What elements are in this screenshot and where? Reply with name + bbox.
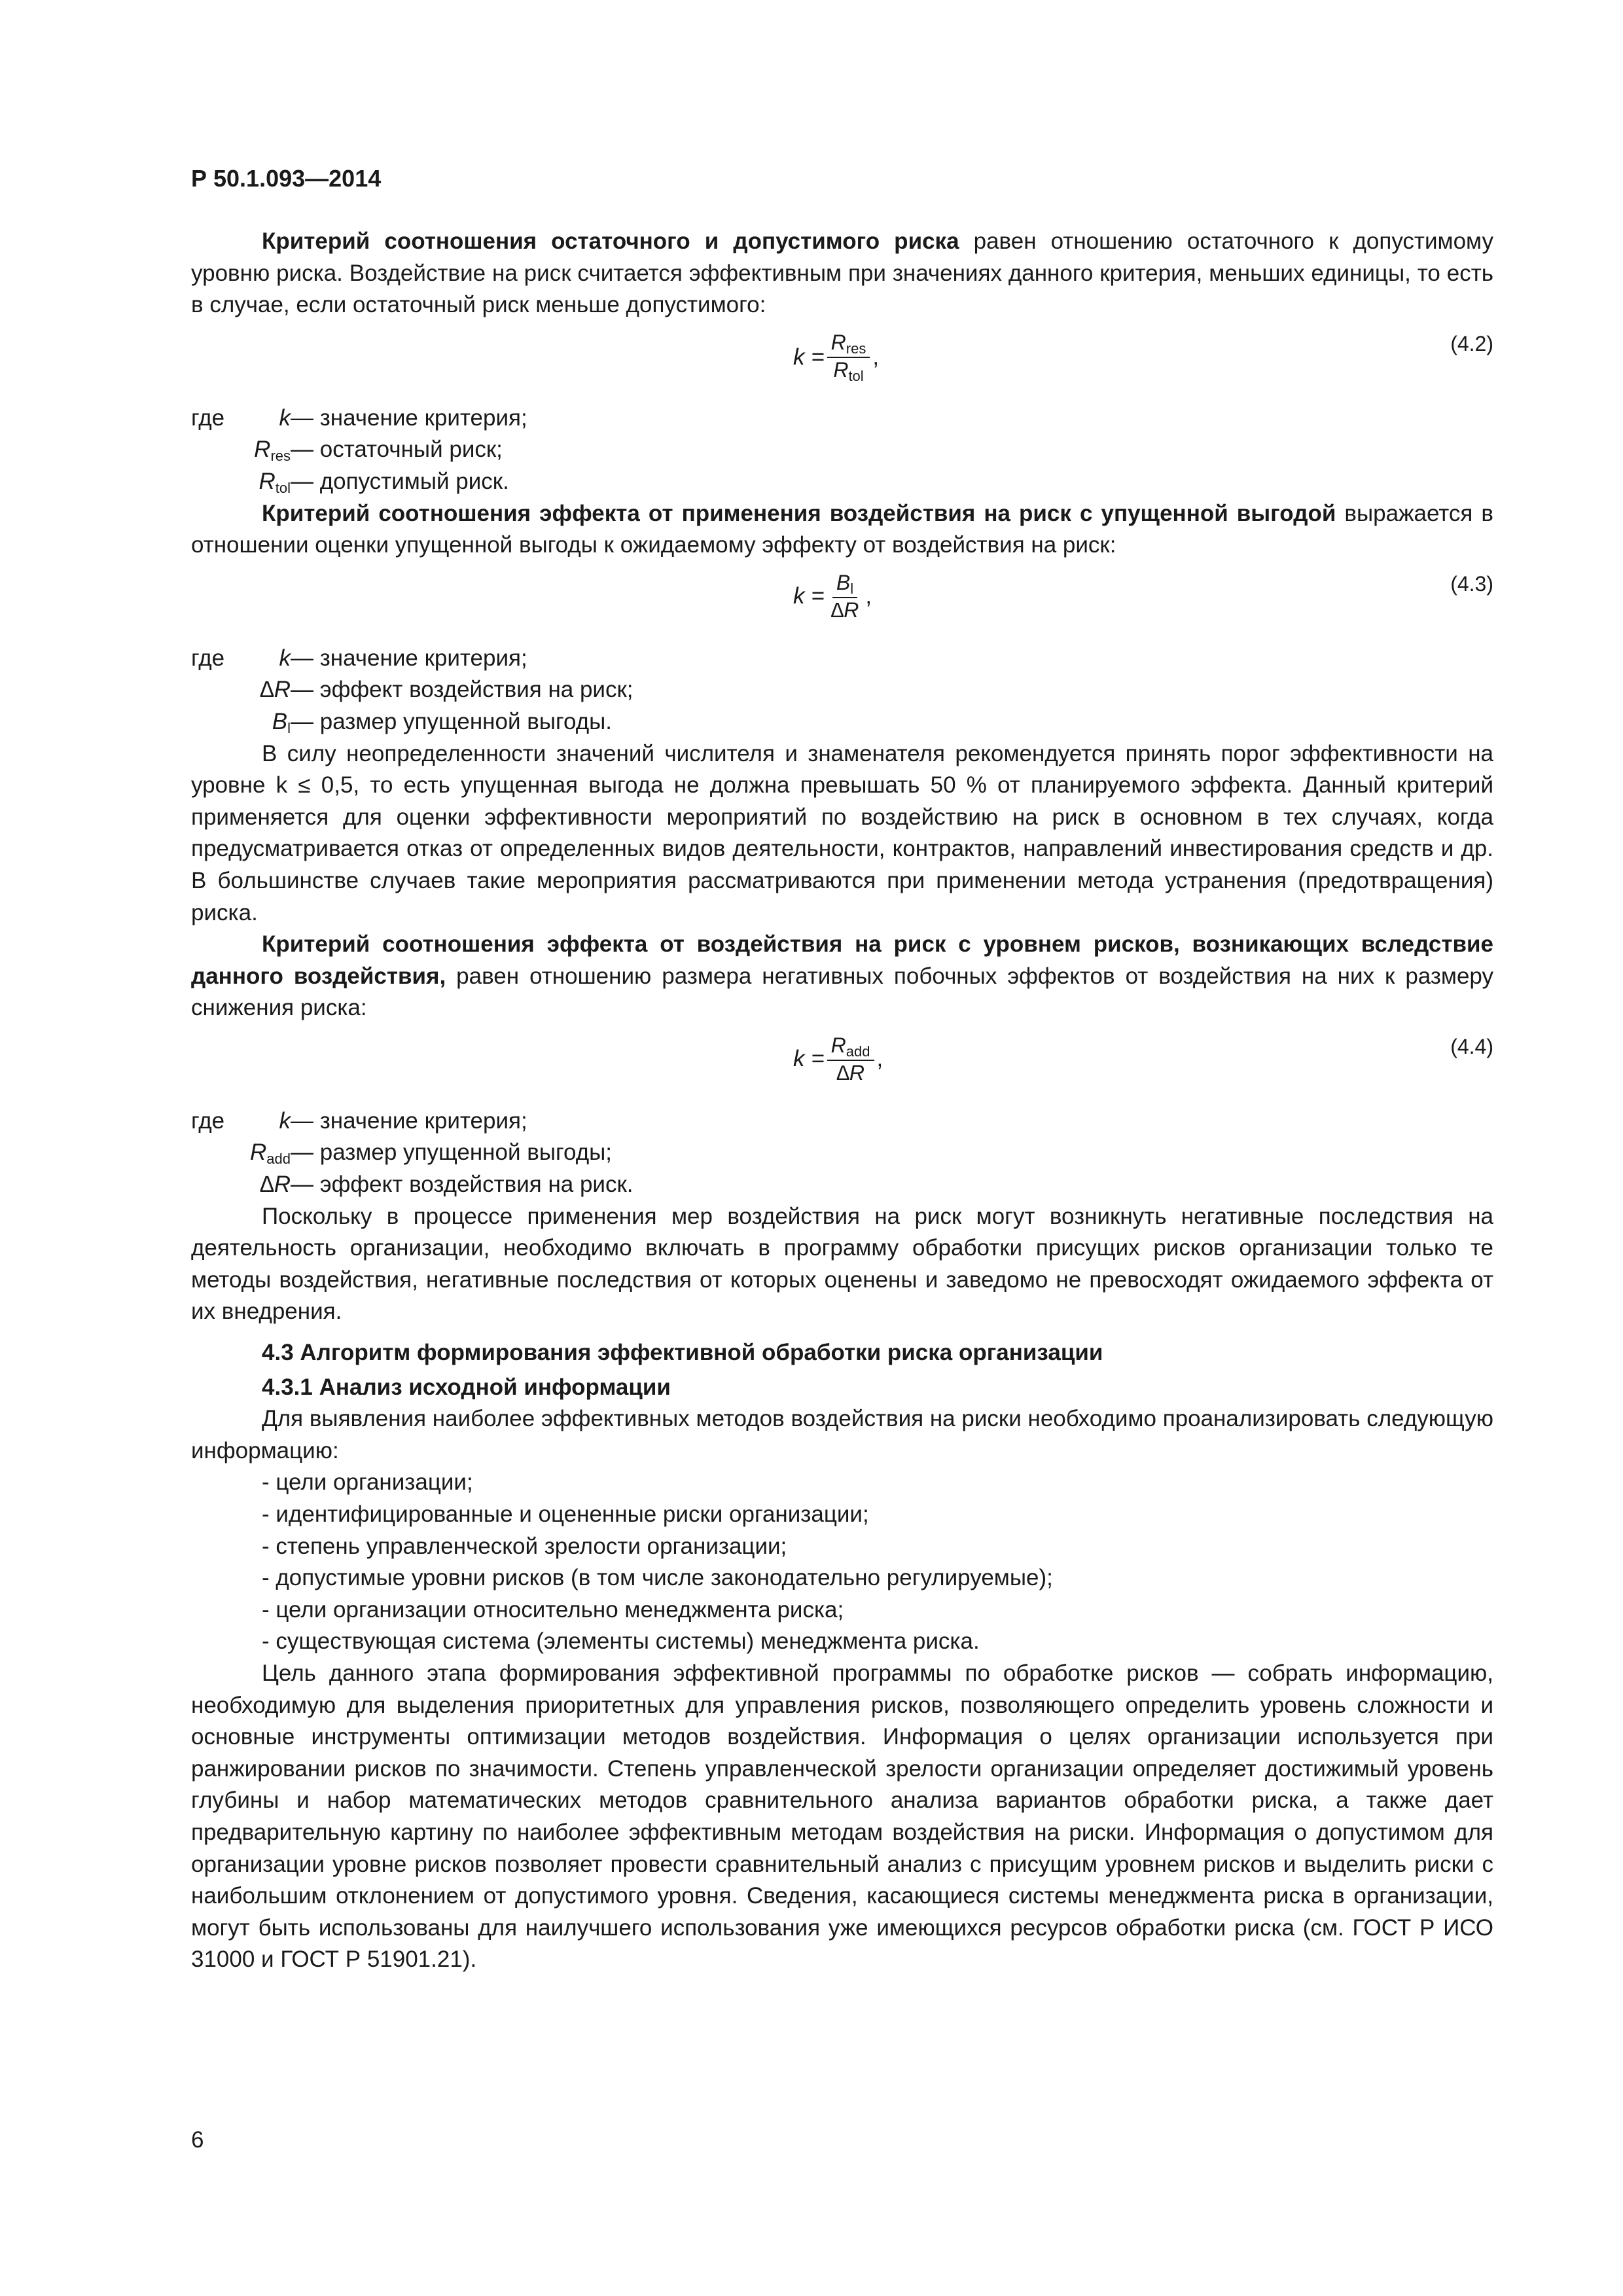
formula-lhs: k = bbox=[793, 583, 825, 609]
list-item: - допустимые уровни рисков (в том числе законодательно регулируемые); bbox=[262, 1565, 1053, 1591]
symbol-description: — значение критерия; bbox=[291, 1107, 527, 1134]
paragraph-criterion-residual bbox=[191, 226, 1493, 321]
formula-comma: , bbox=[865, 583, 872, 609]
symbol-description: — размер упущенной выгоды. bbox=[291, 708, 612, 734]
where-block-3 bbox=[191, 1105, 1493, 1201]
symbol-description: — размер упущенной выгоды; bbox=[291, 1139, 612, 1166]
where-row bbox=[191, 674, 1493, 706]
where-row bbox=[191, 1137, 1493, 1169]
symbol-sub: res bbox=[270, 448, 291, 465]
symbol: ∆R bbox=[260, 677, 291, 703]
list-item: - идентифицированные и оцененные риски организации; bbox=[262, 1501, 869, 1527]
where-row bbox=[191, 403, 1493, 435]
symbol: k bbox=[279, 404, 291, 431]
paragraph-criterion-side-effects bbox=[191, 929, 1493, 1024]
formula-number: (4.2) bbox=[1450, 331, 1493, 355]
symbol-description: — остаточный риск; bbox=[291, 437, 503, 463]
formula-lhs: k = bbox=[793, 1046, 825, 1072]
fraction bbox=[827, 1033, 874, 1085]
fraction bbox=[827, 571, 863, 622]
paragraph-text: равен отношению размера негативных побочных эффектов от воздействия на них к размеру снижения риска: bbox=[191, 963, 1494, 1021]
numerator-sub: add bbox=[846, 1043, 870, 1060]
list-item: - степень управленческой зрелости организации; bbox=[262, 1533, 787, 1559]
bold-term: Критерий соотношения остаточного и допустимого риска bbox=[262, 228, 959, 254]
list-item: - цели организации; bbox=[262, 1469, 473, 1496]
numerator-sub: l bbox=[850, 580, 854, 597]
denominator-sub: tol bbox=[848, 368, 864, 385]
paragraph-criterion-lost-benefit bbox=[191, 498, 1493, 562]
section-heading-4-3: 4.3 Алгоритм формирования эффективной обработки риска организации bbox=[262, 1340, 1103, 1366]
where-row bbox=[191, 643, 1493, 675]
where-row bbox=[191, 706, 1493, 738]
where-block-1 bbox=[191, 403, 1493, 498]
formula-comma: , bbox=[876, 1046, 883, 1072]
section-heading-4-3-1: 4.3.1 Анализ исходной информации bbox=[262, 1374, 671, 1400]
formula-comma: , bbox=[872, 344, 880, 370]
formula-4-4 bbox=[191, 1024, 1493, 1105]
list-item: - цели организации относительно менеджмента риска; bbox=[262, 1596, 844, 1623]
where-row bbox=[191, 434, 1493, 466]
document-code: Р 50.1.093—2014 bbox=[191, 165, 382, 192]
symbol: R bbox=[259, 468, 276, 494]
where-row bbox=[191, 1105, 1493, 1138]
formula-4-3 bbox=[191, 562, 1493, 643]
paragraph-text: выражается в отношении оценки упущенной выгоды к ожидаемому эффекту от воздействия на риск: bbox=[191, 500, 1493, 558]
where-row bbox=[191, 1169, 1493, 1201]
paragraph-analysis-intro: Для выявления наиболее эффективных методов воздействия на риски необходимо проанализировать следующую информацию: bbox=[191, 1406, 1493, 1463]
symbol-description: — значение критерия; bbox=[291, 645, 527, 671]
denominator: ∆R bbox=[830, 598, 859, 622]
symbol: R bbox=[254, 437, 271, 463]
symbol-sub: tol bbox=[275, 479, 291, 496]
where-label: где bbox=[191, 1107, 225, 1134]
symbol-sub: add bbox=[266, 1151, 291, 1168]
symbol: k bbox=[279, 645, 291, 671]
formula-number: (4.3) bbox=[1450, 571, 1493, 596]
numerator: R bbox=[830, 330, 846, 354]
formula-4-2 bbox=[191, 321, 1493, 403]
where-block-2 bbox=[191, 643, 1493, 738]
where-label: где bbox=[191, 404, 225, 431]
numerator: R bbox=[830, 1033, 846, 1057]
symbol: B bbox=[272, 708, 288, 734]
symbol-description: — значение критерия; bbox=[291, 404, 527, 431]
paragraph-negative-consequences: Поскольку в процессе применения мер воздействия на риск могут возникнуть негативные последствия на деятельность организации, необходимо включать в программу обработки присущих рисков организации только те методы воздействия, негативные последствия от которых оценены и заведомо не превосходят ожидаемого эффекта от их внедрения. bbox=[191, 1203, 1493, 1325]
symbol: ∆R bbox=[260, 1172, 291, 1198]
paragraph-stage-goal: Цель данного этапа формирования эффективной программы по обработке рисков — собрать информацию, необходимую для выделения приоритетных для управления рисков, позволяющего определить уровень сложности и основные инструменты оптимизации методов воздействия. Информация о целях организации используется при ранжировании рисков по значимости. Степень управленческой зрелости организации определяет достижимый уровень глубины и набор математических методов сравнительного анализа вариантов обработки риска, а также дает предварительную картину по наиболее эффективным методам воздействия на риски. Информация о допустимом для организации уровне рисков позволяет провести сравнительный анализ с присущим уровнем рисков и выделить риски с наибольшим отклонением от допустимого уровня. Сведения, касающиеся системы менеджмента риска в организации, могут быть использованы для наилучшего использования уже имеющихся ресурсов обработки риска (см. ГОСТ Р ИСО 31000 и ГОСТ Р 51901.21). bbox=[191, 1660, 1493, 1973]
denominator: ∆R bbox=[836, 1061, 865, 1085]
list-item: - существующая система (элементы системы) менеджмента риска. bbox=[262, 1628, 980, 1655]
symbol-description: — эффект воздействия на риск; bbox=[291, 677, 633, 703]
symbol-sub: l bbox=[287, 719, 291, 736]
bold-term: Критерий соотношения эффекта от применения воздействия на риск с упущенной выгодой bbox=[262, 500, 1336, 526]
numerator: B bbox=[836, 570, 851, 594]
formula-number: (4.4) bbox=[1450, 1034, 1493, 1058]
numerator-sub: res bbox=[846, 340, 866, 357]
symbol-description: — допустимый риск. bbox=[291, 468, 509, 494]
symbol: R bbox=[250, 1139, 267, 1166]
info-list bbox=[191, 1467, 1493, 1658]
where-row bbox=[191, 466, 1493, 498]
formula-lhs: k = bbox=[793, 344, 825, 370]
page-number: 6 bbox=[191, 2127, 204, 2153]
page-body bbox=[191, 226, 1493, 1976]
where-label: где bbox=[191, 645, 225, 671]
paragraph-text: равен отношению остаточного к допустимому уровню риска. Воздействие на риск считается эффективным при значениях данного критерия, меньших единицы, то есть в случае, если остаточный риск меньше допустимого: bbox=[191, 228, 1493, 318]
fraction bbox=[827, 331, 870, 385]
symbol-description: — эффект воздействия на риск. bbox=[291, 1172, 633, 1198]
denominator: R bbox=[833, 358, 849, 382]
bold-term: Критерий соотношения эффекта от воздействия на риск с уровнем рисков, возникающих вследствие данного воздействия, bbox=[191, 931, 1493, 989]
paragraph-threshold: В силу неопределенности значений числителя и знаменателя рекомендуется принять порог эффективности на уровне k ≤ 0,5, то есть упущенная выгода не должна превышать 50 % от планируемого эффекта. Данный критерий применяется для оценки эффективности мероприятий по воздействию на риск в основном в тех случаях, когда предусматривается отказ от определенных видов деятельности, контрактов, направлений инвестирования средств и др. В большинстве случаев такие мероприятия рассматриваются при применении метода устранения (предотвращения) риска. bbox=[191, 740, 1493, 925]
symbol: k bbox=[279, 1107, 291, 1134]
